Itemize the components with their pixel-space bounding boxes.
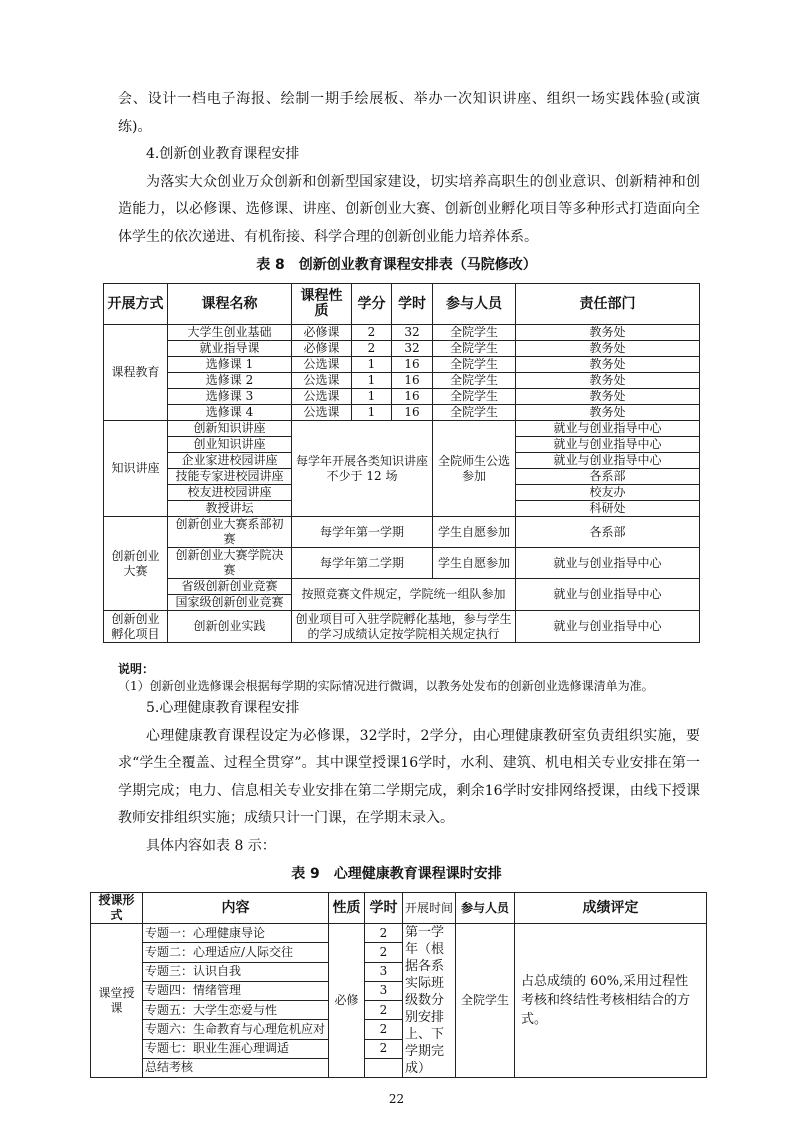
table9-caption: 表 9 心理健康教育课程课时安排 xyxy=(291,866,502,882)
table-cell: 2 xyxy=(365,924,403,943)
table-cell: 必修 xyxy=(329,924,365,1078)
table-cell: 创新创业大赛学院决赛 xyxy=(168,548,292,579)
table-cell: 16 xyxy=(392,389,433,405)
table-row xyxy=(104,517,700,548)
header-cell: 内容 xyxy=(143,893,329,924)
table-cell: 2 xyxy=(365,943,403,962)
table-cell: 16 xyxy=(392,357,433,373)
table-cell: 教务处 xyxy=(516,405,700,421)
header-cell: 学时 xyxy=(392,284,433,325)
table-cell: 16 xyxy=(392,373,433,389)
table-cell: 教务处 xyxy=(516,341,700,357)
table-row xyxy=(104,389,700,405)
table-row xyxy=(104,611,700,643)
table-cell: 就业与创业指导中心 xyxy=(516,437,700,453)
notes-title: 说明： xyxy=(118,662,155,676)
table-cell: 全院学生 xyxy=(433,389,516,405)
table-cell: 创业知识讲座 xyxy=(168,437,292,453)
table-cell: 就业与创业指导中心 xyxy=(516,611,700,643)
table-cell: 全院学生 xyxy=(433,357,516,373)
table-cell: 学生自愿参加 xyxy=(433,548,516,579)
table8-caption: 表 8 创新创业教育课程安排表（马院修改） xyxy=(256,257,537,273)
table-cell: 总结考核 xyxy=(143,1058,329,1077)
table-cell: 科研处 xyxy=(516,501,700,517)
table-cell: 全院学生 xyxy=(433,325,516,341)
table-cell: 公选课 xyxy=(292,373,352,389)
table-cell: 32 xyxy=(392,325,433,341)
section-heading-4: 4.创新创业教育课程安排 xyxy=(146,146,300,162)
table-cell: 2 xyxy=(365,1020,403,1039)
table-cell: 国家级创新创业竞赛 xyxy=(168,595,292,611)
table-cell: 32 xyxy=(392,341,433,357)
table-row xyxy=(91,924,707,943)
table-cell: 专题二：心理适应/人际交往 xyxy=(143,943,329,962)
table-cell: 每学年第二学期 xyxy=(292,548,433,579)
table-cell: 学生自愿参加 xyxy=(433,517,516,548)
table-row xyxy=(104,421,700,437)
table-cell: 1 xyxy=(352,357,392,373)
table-cell: 各系部 xyxy=(516,517,700,548)
header-cell: 性质 xyxy=(329,893,365,924)
header-cell: 参与人员 xyxy=(433,284,516,325)
table-cell: 创业项目可入驻学院孵化基地，参与学生的学习成绩认定按学院相关规定执行 xyxy=(292,611,516,643)
table-cell: 必修课 xyxy=(292,341,352,357)
table-cell: 全院学生 xyxy=(456,924,515,1078)
table-cell: 教务处 xyxy=(516,373,700,389)
table-cell: 选修课 3 xyxy=(168,389,292,405)
table-cell: 1 xyxy=(352,389,392,405)
header-cell: 学分 xyxy=(352,284,392,325)
text-line: 练)。 xyxy=(118,118,152,135)
table-cell: 就业与创业指导中心 xyxy=(516,579,700,611)
table-cell: 2 xyxy=(365,1001,403,1020)
table-cell: 创新创业大赛系部初赛 xyxy=(168,517,292,548)
table-cell xyxy=(365,1058,403,1077)
table-cell: 专题三：认识自我 xyxy=(143,962,329,981)
table-cell: 选修课 2 xyxy=(168,373,292,389)
table-cell: 各系部 xyxy=(516,469,700,485)
header-cell: 课程名称 xyxy=(168,284,292,325)
table-cell: 大学生创业基础 xyxy=(168,325,292,341)
paragraph-mental-health: 心理健康教育课程设定为必修课，32学时，2学分，由心理健康教研室负责组织实施，要求“学生全覆盖、过程全贯穿”。其中课堂授课16学时，水利、建筑、机电相关专业安排在第一学期完成；电力、信息相关专业安排在第二学期完成，剩余16学时安排网络授课，由线下授课教师安排组织实施；成绩只计一门课，在学期末录入。 xyxy=(118,727,700,826)
table-cell: 校友办 xyxy=(516,485,700,501)
paragraph-continued xyxy=(118,86,700,141)
table-row xyxy=(104,325,700,341)
group-cell: 创新创业大赛 xyxy=(104,517,168,611)
table-cell: 教务处 xyxy=(516,325,700,341)
text-line: 会、设计一档电子海报、绘制一期手绘展板、举办一次知识讲座、组织一场实践体验(或演 xyxy=(118,91,700,107)
header-cell: 开展时间 xyxy=(403,893,456,924)
table-cell: 3 xyxy=(365,981,403,1000)
group-cell: 知识讲座 xyxy=(104,421,168,517)
paragraph-ref: 具体内容如表 8 示： xyxy=(146,837,276,854)
table-cell: 全院学生 xyxy=(433,405,516,421)
table-header-row xyxy=(104,284,700,325)
group-cell: 课程教育 xyxy=(104,325,168,421)
table-row xyxy=(104,579,700,595)
table-cell: 教授讲坛 xyxy=(168,501,292,517)
table-cell: 企业家进校园讲座 xyxy=(168,453,292,469)
table-row xyxy=(104,373,700,389)
table-cell: 公选课 xyxy=(292,389,352,405)
page-number: 22 xyxy=(388,1092,405,1106)
table-cell: 公选课 xyxy=(292,405,352,421)
table-cell: 选修课 4 xyxy=(168,405,292,421)
table-cell: 就业指导课 xyxy=(168,341,292,357)
table-cell: 专题六：生命教育与心理危机应对 xyxy=(143,1020,329,1039)
section-heading-5: 5.心理健康教育课程安排 xyxy=(146,700,300,716)
table-cell: 创新知识讲座 xyxy=(168,421,292,437)
table-cell: 全院学生 xyxy=(433,341,516,357)
table-row xyxy=(104,405,700,421)
table-cell: 公选课 xyxy=(292,357,352,373)
table-cell: 按照竞赛文件规定，学院统一组队参加 xyxy=(292,579,516,611)
table-cell: 1 xyxy=(352,373,392,389)
header-cell: 课程性质 xyxy=(292,284,352,325)
table-mental-health xyxy=(90,892,707,1078)
table-cell: 校友进校园讲座 xyxy=(168,485,292,501)
table-cell: 2 xyxy=(352,341,392,357)
table-cell: 每学年开展各类知识讲座不少于 12 场 xyxy=(292,421,433,517)
table-cell: 占总成绩的 60%,采用过程性考核和终结性考核相结合的方式。 xyxy=(515,924,707,1078)
table-cell: 专题一：心理健康导论 xyxy=(143,924,329,943)
table-cell: 全院师生公选参加 xyxy=(433,421,516,517)
header-cell: 责任部门 xyxy=(516,284,700,325)
group-cell: 课堂授课 xyxy=(91,924,143,1078)
table-cell: 必修课 xyxy=(292,325,352,341)
table-cell: 2 xyxy=(352,325,392,341)
table-innovation-courses xyxy=(103,283,700,643)
header-cell: 开展方式 xyxy=(104,284,168,325)
table-row xyxy=(104,341,700,357)
table-cell: 16 xyxy=(392,405,433,421)
note-item: （1）创新创业选修课会根据每学期的实际情况进行微调，以教务处发布的创新创业选修课清单为准。 xyxy=(118,679,654,693)
table-cell: 2 xyxy=(365,1039,403,1058)
table-cell: 教务处 xyxy=(516,389,700,405)
table-cell: 全院学生 xyxy=(433,373,516,389)
table-cell: 就业与创业指导中心 xyxy=(516,548,700,579)
header-cell: 学时 xyxy=(365,893,403,924)
table-cell: 创新创业实践 xyxy=(168,611,292,643)
table-cell: 1 xyxy=(352,405,392,421)
table-cell: 专题七：职业生涯心理调适 xyxy=(143,1039,329,1058)
page-content xyxy=(0,86,793,1106)
table-cell: 技能专家进校园讲座 xyxy=(168,469,292,485)
paragraph-innovation: 为落实大众创业万众创新和创新型国家建设，切实培养高职生的创业意识、创新精神和创造能力，以必修课、选修课、讲座、创新创业大赛、创新创业孵化项目等多种形式打造面向全体学生的依次递进、有机衔接、科学合理的创新创业能力培养体系。 xyxy=(118,173,700,245)
header-cell: 成绩评定 xyxy=(515,893,707,924)
table-cell: 第一学年（根据各系实际班级数分别安排上、下学期完成） xyxy=(403,924,456,1078)
table-row xyxy=(104,357,700,373)
table-cell: 教务处 xyxy=(516,357,700,373)
table-row xyxy=(104,548,700,579)
table-cell: 就业与创业指导中心 xyxy=(516,453,700,469)
table-cell: 专题五：大学生恋爱与性 xyxy=(143,1001,329,1020)
table-cell: 专题四：情绪管理 xyxy=(143,981,329,1000)
table-cell: 省级创新创业竞赛 xyxy=(168,579,292,595)
table-cell: 就业与创业指导中心 xyxy=(516,421,700,437)
table-cell: 每学年第一学期 xyxy=(292,517,433,548)
group-cell: 创新创业孵化项目 xyxy=(104,611,168,643)
table-cell: 选修课 1 xyxy=(168,357,292,373)
table-header-row xyxy=(91,893,707,924)
header-cell: 授课形式 xyxy=(91,893,143,924)
header-cell: 参与人员 xyxy=(456,893,515,924)
table-cell: 3 xyxy=(365,962,403,981)
